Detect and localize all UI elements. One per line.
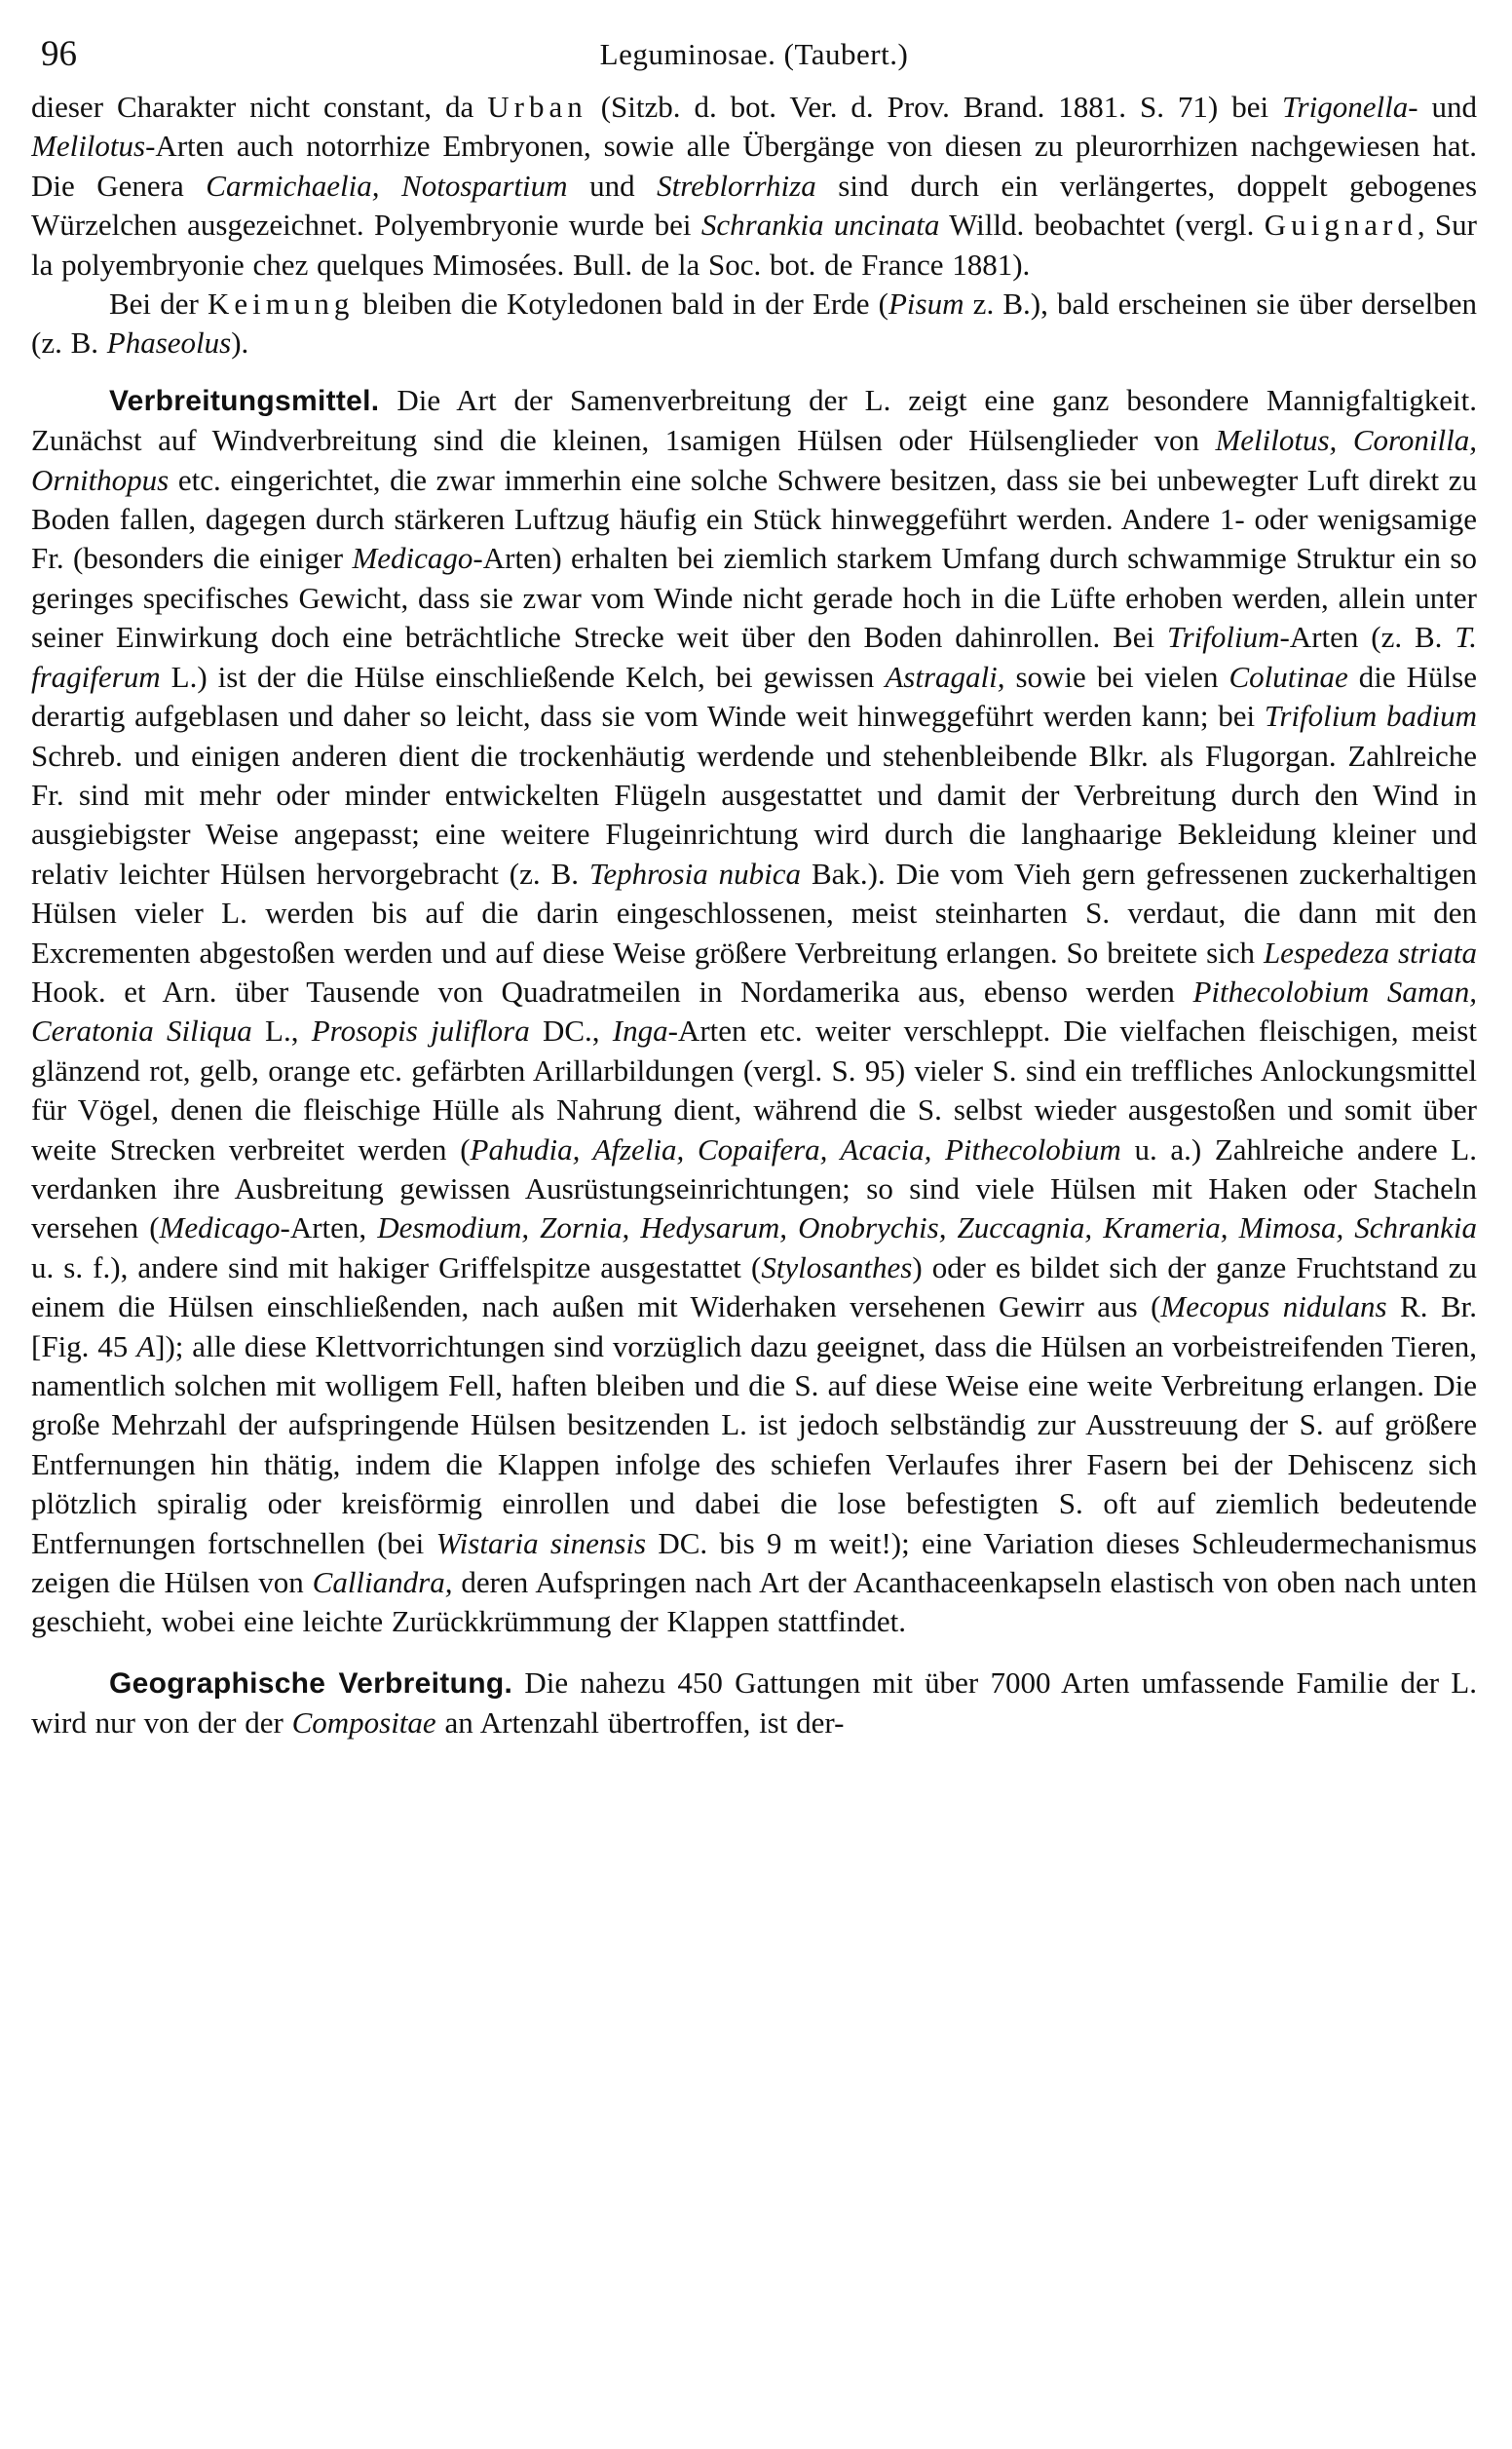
page (31, 27, 1477, 2425)
paragraph-keimung: Bei der Keimung bleiben die Kotyledonen bald in der Erde (Pisum z. B.), bald erscheinen sie über derselben (z. B. Phaseolus). (31, 287, 1477, 361)
taxon-name: Melilotus (31, 129, 146, 164)
paragraph-verbreitungsmittel: Verbreitungsmittel. Die Art der Samenverbreitung der L. zeigt eine ganz besondere Mannigfaltigkeit. Zunächst auf Windverbreitung sind die kleinen, 1samigen Hülsen oder Hülsenglieder von Melilotus, Coronilla, Ornithopus etc. eingerichtet, die zwar immerhin eine solche Schwere besitzen, dass sie bei unbewegter Luft direkt zu Boden fallen, dagegen durch stärkeren Luftzug häufig ein Stück hinweggeführt werden. Andere 1- oder wenigsamige Fr. (besonders die einiger Medicago-Arten) erhalten bei ziemlich starkem Umfang durch schwammige Struktur ein so geringes specifisches Gewicht, dass sie zwar vom Winde nicht gerade hoch in die Lüfte erhoben werden, allein unter seiner Einwirkung doch eine beträchtliche Strecke weit über den Boden dahinrollen. Bei Trifolium-Arten (z. B. T. fragiferum L.) ist der die Hülse einschließende Kelch, bei gewissen Astragali, sowie bei vielen Colutinae die Hülse derartig aufgeblasen und daher so leicht, dass sie vom Winde weit hinweggeführt werden kann; bei Trifolium badium Schreb. und einigen anderen dient die trockenhäutig werdende und stehenbleibende Blkr. als Flugorgan. Zahlreiche Fr. sind mit mehr oder minder entwickelten Flügeln ausgestattet und damit der Verbreitung durch den Wind in ausgiebigster Weise angepasst; eine weitere Flugeinrichtung wird durch die langhaarige Bekleidung kleiner und relativ leichter Hülsen hervorgebracht (z. B. Tephrosia nubica Bak.). Die vom Vieh gern gefressenen zuckerhaltigen Hülsen vieler L. werden bis auf die darin eingeschlossenen, meist steinharten S. verdaut, die dann mit den Excrementen abgestoßen werden und auf diese Weise größere Verbreitung erlangen. So breitete sich Lespedeza striata Hook. et Arn. über Tausende von Quadratmeilen in Nordamerika aus, ebenso werden Pithecolobium Saman, Ceratonia Siliqua L., Prosopis juliflora DC., Inga-Arten etc. weiter verschleppt. Die vielfachen fleischigen, meist glänzend rot, gelb, orange etc. gefärbten Arillarbildungen (vergl. S. 95) vieler S. sind ein treffliches Anlockungsmittel für Vögel, denen die fleischige Hülle als Nahrung dient, während die S. selbst wieder ausgestoßen und somit über weite Strecken verbreitet werden (Pahudia, Afzelia, Copaifera, Acacia, Pithecolobium u. a.) Zahlreiche andere L. verdanken ihre Ausbreitung gewissen Ausrüstungseinrichtungen; so sind viele Hülsen mit Haken oder Stacheln versehen (Medicago-Arten, Desmodium, Zornia, Hedysarum, Onobrychis, Zuccagnia, Krameria, Mimosa, Schrankia u. s. f.), andere sind mit hakiger Griffelspitze ausgestattet (Stylosanthes) oder es bildet sich der ganze Fruchtstand zu einem die Hülsen einschließenden, nach außen mit Widerhaken versehenen Gewirr aus (Mecopus nidulans R. Br. [Fig. 45 A]); alle diese Klettvorrichtungen sind vorzüglich dazu geeignet, dass die Hülsen an vorbeistreifenden Tieren, namentlich solchen mit wolligem Fell, haften bleiben und die S. auf diese Weise eine weite Verbreitung erlangen. Die große Mehrzahl der aufspringende Hülsen besitzenden L. ist jedoch selbständig zur Ausstreuung der S. auf größere Entfernungen hin thätig, indem die Klappen infolge des schiefen Verlaufes ihrer Fasern bei der Dehiscenz sich plötzlich spiralig oder kreisförmig einrollen und dabei die lose befestigten S. oft auf ziemlich bedeutende Entfernungen fortschnellen (bei Wistaria sinensis DC. bis 9 m weit!); eine Variation dieses Schleudermechanismus zeigen die Hülsen von Calliandra, deren Aufspringen nach Art der Acanthaceenkapseln elastisch von oben nach unten geschieht, wobei eine leichte Zurückkrümmung der Klappen stattfindet. (31, 382, 1477, 1639)
taxon-name: Phaseolus (106, 325, 232, 361)
taxon-name: Streblorrhiza (657, 168, 816, 203)
taxon-name: Pisum (888, 287, 964, 322)
taxon-name: Schrankia uncinata (700, 208, 940, 243)
paragraph-embryo-continuation: dieser Charakter nicht constant, da Urban (Sitzb. d. bot. Ver. d. Prov. Brand. 1881. S. 71) bei Trigonella- und Melilotus-Arten auch notorrhize Embryonen, sowie alle Übergänge von diesen zu pleurorrhizen nachgewiesen hat. Die Genera Carmichaelia, Notospartium und Streblorrhiza sind durch ein verlängertes, doppelt gebogenes Würzelchen ausgezeichnet. Polyembryonie wurde bei Schrankia uncinata Willd. beobachtet (vergl. Guignard, Sur la polyembryonie chez quelques Mimosées. Bull. de la Soc. bot. de France 1881). (31, 90, 1477, 282)
page-header (31, 27, 1477, 88)
taxon-name: Carmichaelia, Notospartium (206, 168, 568, 203)
author-name: Urban (487, 90, 587, 124)
paragraph-geographische-verbreitung: Geographische Verbreitung. Die nahezu 450 Gattungen mit über 7000 Arten umfassende Familie der L. wird nur von der der Compositae an Artenzahl übertroffen, ist der- (31, 1665, 1477, 1741)
section-heading-geographische-verbreitung: Geographische Verbreitung. (109, 1666, 513, 1700)
author-name: Guignard (1264, 208, 1418, 243)
page-number: 96 (41, 34, 77, 74)
running-head: Leguminosae. (Taubert.) (599, 37, 909, 71)
taxon-name: Trigonella- (1282, 90, 1418, 124)
section-heading-verbreitungsmittel: Verbreitungsmittel. (109, 384, 380, 417)
keyword-keimung: Keimung (208, 287, 355, 322)
